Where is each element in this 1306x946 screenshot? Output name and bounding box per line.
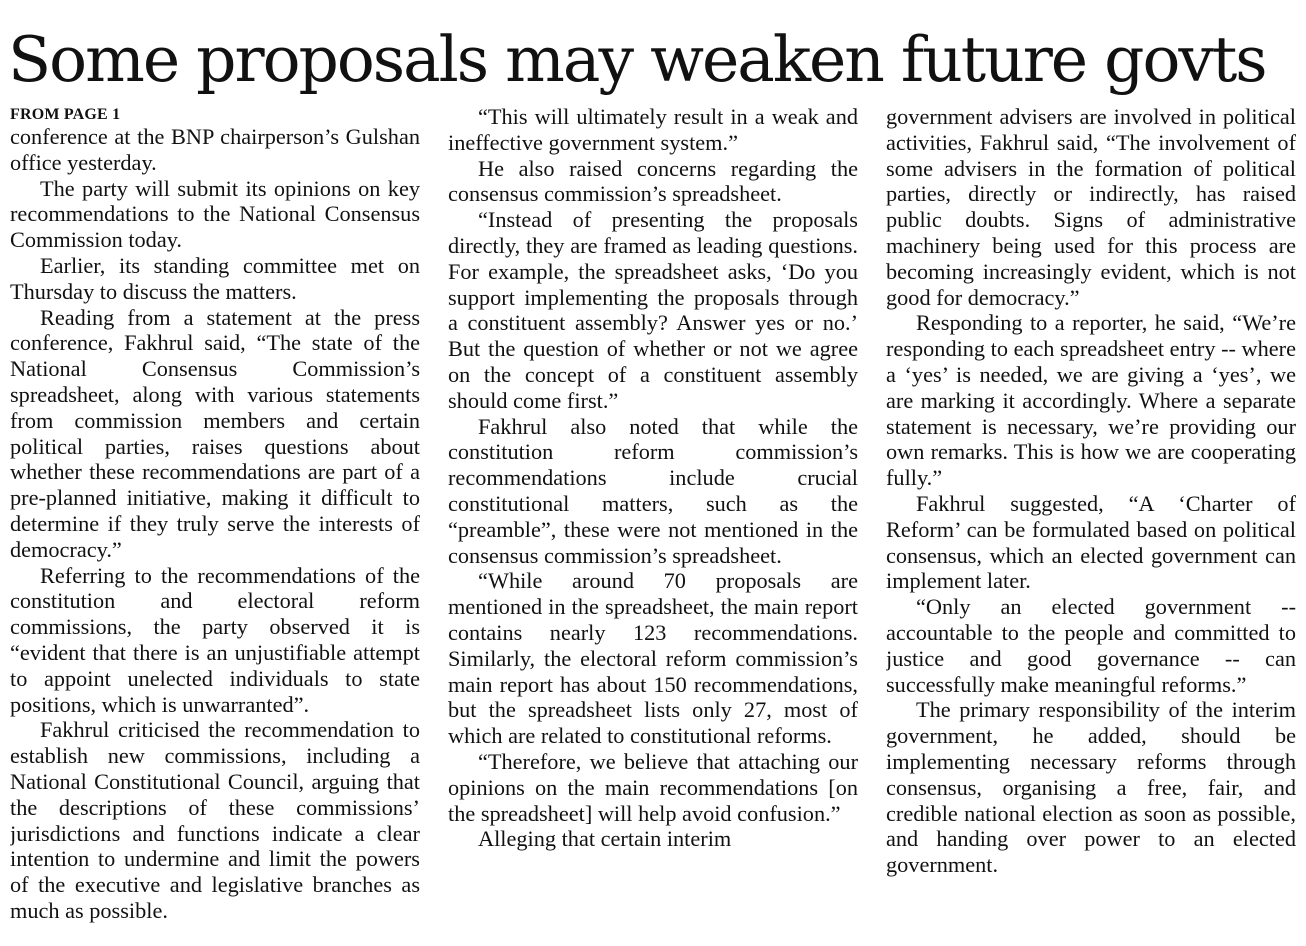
column-1: [10, 104, 420, 940]
headline: Some proposals may weaken future govts: [8, 23, 1266, 96]
paragraph: The party will submit its opinions on key recommendations to the National Consensus Commission today.: [10, 175, 420, 253]
paragraph: Earlier, its standing committee met on Thursday to discuss the matters.: [10, 252, 420, 304]
paragraph: conference at the BNP chairperson’s Gulshan office yesterday.: [10, 124, 420, 175]
column-2: [448, 104, 858, 940]
paragraph: “Only an elected government -- accountable to the people and committed to justice and good governance -- can successfully make meaningful reforms.”: [886, 594, 1296, 697]
paragraph: The primary responsibility of the interim government, he added, should be implementing necessary reforms through consensus, organising a free, fair, and credible national election as soon as possible, and handing over power to an elected government.: [886, 697, 1296, 878]
paragraph: “Therefore, we believe that attaching our opinions on the main recommendations [on the spreadsheet] will help avoid confusion.”: [448, 748, 858, 826]
paragraph: Referring to the recommendations of the constitution and electoral reform commissions, the party observed it is “evident that there is an unjustifiable attempt to appoint unelected individuals to state positions, which is unwarranted”.: [10, 562, 420, 717]
paragraph: Alleging that certain interim: [478, 826, 732, 852]
column-3: [886, 104, 1296, 940]
paragraph: Responding to a reporter, he said, “We’re responding to each spreadsheet entry -- where a ‘yes’ is needed, we are giving a ‘yes’, we are marking it accordingly. Where a separate statement is necessary, we’re providing our own remarks. This is how we are cooperating fully.”: [886, 310, 1296, 491]
paragraph: Fakhrul criticised the recommendation to establish new commissions, including a National Constitutional Council, arguing that the descriptions of these commissions’ jurisdictions and functions indicate a clear intention to undermine and limit the powers of the executive and legislative branches as much as possible.: [10, 717, 420, 923]
continuation-kicker: FROM PAGE 1: [10, 106, 121, 123]
paragraph: Fakhrul suggested, “A ‘Charter of Reform’ can be formulated based on political consensus, which an elected government can implement later.: [886, 490, 1296, 594]
paragraph: “This will ultimately result in a weak and ineffective government system.”: [448, 104, 858, 155]
paragraph: “While around 70 proposals are mentioned in the spreadsheet, the main report contains nearly 123 recommendations. Similarly, the electoral reform commission’s main report has about 150 recommendations, but the spreadsheet lists only 27, most of which are related to constitutional reforms.: [448, 568, 858, 749]
paragraph: government advisers are involved in political activities, Fakhrul said, “The involvement of some advisers in the formation of political parties, directly or indirectly, has raised public doubts. Signs of administrative machinery being used for this process are becoming increasingly evident, which is not good for democracy.”: [886, 104, 1296, 310]
article-body: [10, 104, 1296, 940]
paragraph: Fakhrul also noted that while the constitution reform commission’s recommendations include crucial constitutional matters, such as the “preamble”, these were not mentioned in the consensus commission’s spreadsheet.: [448, 413, 858, 568]
paragraph: Reading from a statement at the press conference, Fakhrul said, “The state of the National Consensus Commission’s spreadsheet, along with various statements from commission members and certain political parties, raises questions about whether these recommendations are part of a pre-planned initiative, making it difficult to determine if they truly serve the interests of democracy.”: [10, 304, 420, 562]
paragraph: “Instead of presenting the proposals directly, they are framed as leading questions. For example, the spreadsheet asks, ‘Do you support implementing the proposals through a constituent assembly? Answer yes or no.’ But the question of whether or not we agree on the concept of a constituent assembly should come first.”: [448, 207, 858, 413]
paragraph: He also raised concerns regarding the consensus commission’s spreadsheet.: [448, 155, 858, 207]
